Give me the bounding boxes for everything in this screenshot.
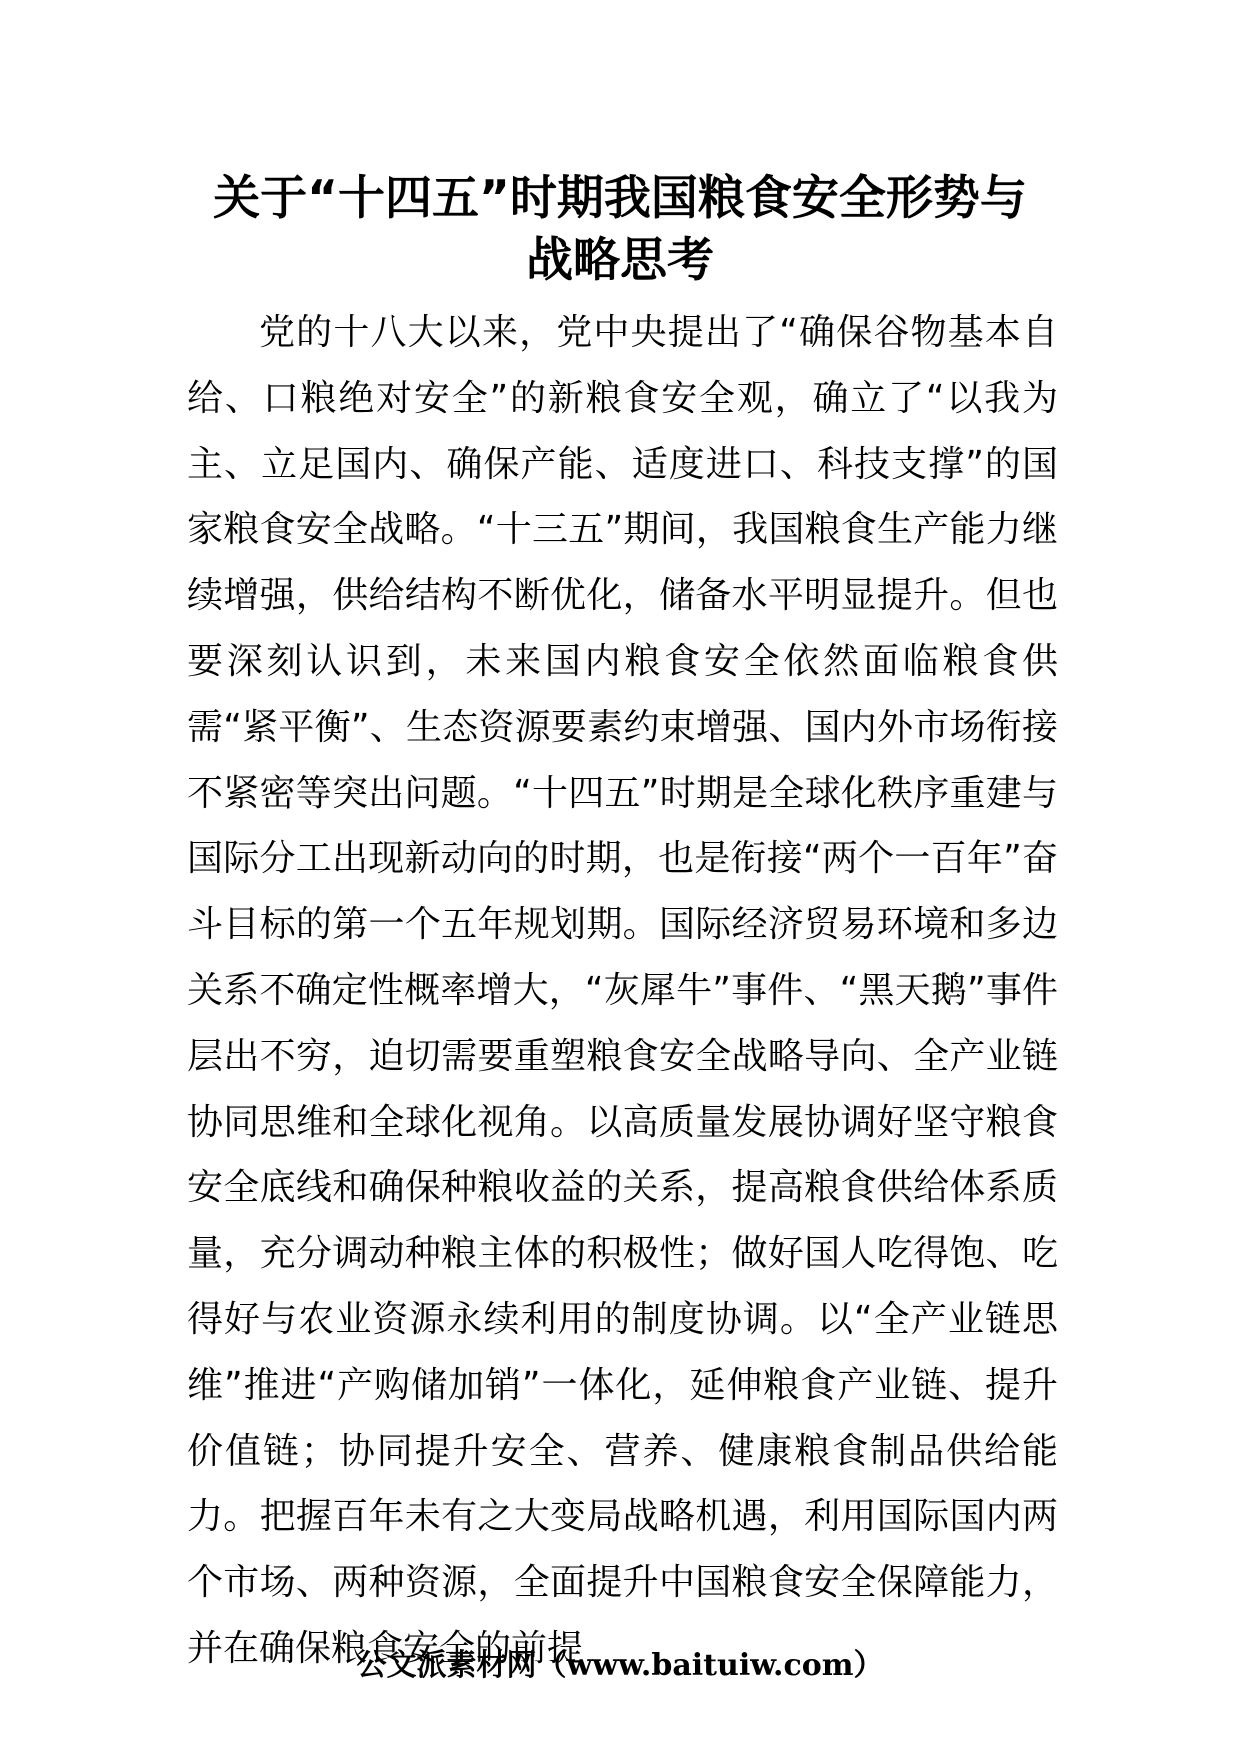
body-paragraph: 党的十八大以来，党中央提出了“确保谷物基本自给、口粮绝对安全”的新粮食安全观，确立了“以我为主、立足国内、确保产能、适度进口、科技支撑”的国家粮食安全战略。“十三五”期间，我国粮食生产能力继续增强，供给结构不断优化，储备水平明显提升。但也要深刻认识到，未来国内粮食安全依然面临粮食供需“紧平衡”、生态资源要素约束增强、国内外市场衔接不紧密等突出问题。“十四五”时期是全球化秩序重建与国际分工出现新动向的时期，也是衔接“两个一百年”奋斗目标的第一个五年规划期。国际经济贸易环境和多边关系不确定性概率增大，“灰犀牛”事件、“黑天鹅”事件层出不穷，迫切需要重塑粮食安全战略导向、全产业链协同思维和全球化视角。以高质量发展协调好坚守粮食安全底线和确保种粮收益的关系，提高粮食供给体系质量，充分调动种粮主体的积极性；做好国人吃得饱、吃得好与农业资源永续利用的制度协调。以“全产业链思维”推进“产购储加销”一体化，延伸粮食产业链、提升价值链；协同提升安全、营养、健康粮食制品供给能力。把握百年未有之大变局战略机遇，利用国际国内两个市场、两种资源，全面提升中国粮食安全保障能力，并在确保粮食安全的前提: [187, 312, 1058, 1669]
title-line-2: 战略思考: [526, 233, 714, 288]
footer-watermark: 公文派素材网（www.baituiw.com）: [356, 1648, 884, 1683]
title-line-1: 关于“十四五”时期我国粮食安全形势与: [213, 171, 1027, 226]
document-title: [150, 168, 1090, 292]
